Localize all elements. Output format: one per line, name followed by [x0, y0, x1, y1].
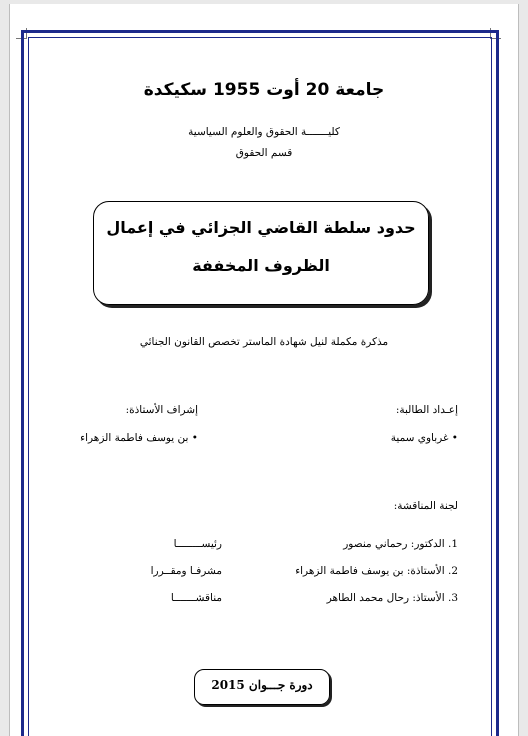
university-name: جامعة 20 أوت 1955 سكيكدة [143, 80, 385, 100]
faculty-name: كليـــــــة الحقوق والعلوم السياسية [188, 126, 340, 138]
supervision-label: إشراف الأستاذة: [125, 404, 198, 416]
committee-member-role: رئيســــــــا [173, 538, 222, 550]
department-name: قسم الحقوق [235, 147, 293, 159]
thesis-note: مذكرة مكملة لنيل شهادة الماستر تخصص القانون الجنائي [139, 336, 389, 348]
committee-label: لجنة المناقشة: [393, 500, 458, 512]
title-box [93, 201, 429, 305]
committee-member-name: 1. الدكتور: رحماني منصور [343, 538, 458, 550]
preparation-label: إعـداد الطالبة: [395, 404, 458, 416]
thesis-title-line1: حدود سلطة القاضي الجزائي في إعمال [106, 218, 416, 237]
page-border-inner [28, 37, 492, 736]
committee-member-role: مشرفـا ومقــررا [150, 565, 222, 577]
thesis-title-line2: الظروف المخففة [192, 256, 330, 275]
committee-member-name: 2. الأستاذة: بن يوسف فاطمة الزهراء [295, 565, 458, 577]
committee-member-role: مناقشـــــــا [170, 592, 222, 604]
student-name: • غرباوي سمية [390, 432, 458, 444]
session-label: دورة جـــوان 2015 [211, 678, 313, 692]
committee-member-name: 3. الأستاذ: رحال محمد الطاهر [326, 592, 458, 604]
supervisor-name: • بن يوسف فاطمة الزهراء [80, 432, 198, 444]
